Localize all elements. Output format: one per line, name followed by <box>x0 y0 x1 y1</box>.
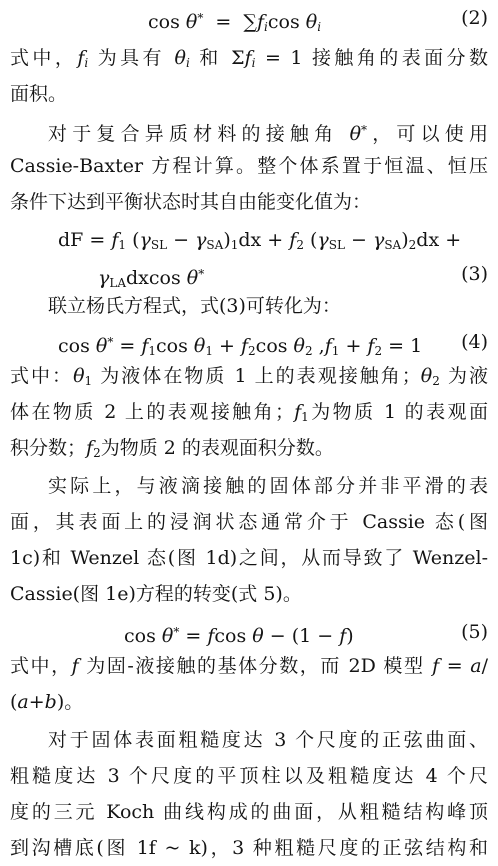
text-line: 度的三元 Koch 曲线构成的曲面，从粗糙结构峰顶 <box>10 801 488 823</box>
text-line: (a+b)。 <box>10 691 84 713</box>
equation-2: $\cos \theta^* = \sum f_i\cos$ $\theta_i$ (2) <box>0 0 498 36</box>
text-line: 体在物质 2 上的表观接触角；$f_1$为物质 1 的表观面 <box>10 401 488 424</box>
equation-number: (2) <box>461 7 488 29</box>
text-line: 1c)和 Wenzel 态(图 1d)之间，从而导致了 Wenzel- <box>10 547 488 569</box>
text-line: 粗糙度达 3 个尺度的平顶柱以及粗糙度达 4 个尺 <box>10 765 488 787</box>
text-line: 对于固体表面粗糙度达 3 个尺度的正弦曲面、 <box>48 729 488 751</box>
equation-number: (5) <box>461 621 488 643</box>
text-line: Cassie(图 1e)方程的转变(式 5)。 <box>10 583 302 605</box>
equation-5: cos θ* = fcos θ − (1 − f) (5) <box>0 614 498 650</box>
text-line: 到沟槽底(图 1f ~ k)，3 种粗糙尺度的正弦结构和 <box>10 837 488 859</box>
text-line: 联立杨氏方程式，式(3)可转化为： <box>48 295 341 317</box>
text-line: 式中：$\theta_1$ 为液体在物质 1 上的表观接触角；$\theta_2$ 为液 <box>10 365 488 388</box>
text-line: 实际上，与液滴接触的固体部分并非平滑的表 <box>48 475 488 497</box>
text-line: 式中，$f_i$ 为具有 $\theta_i$ 和 $\Sigma f_i = 1$ 接触角的表面分数 <box>10 47 488 70</box>
equation-3-cont: $\gamma_{LA}dxcos$ θ* (3) <box>0 256 498 292</box>
equation-3: dF = $f_1$ $(\gamma_{SL} - \gamma_{SA})_1dx + f_2$ $(\gamma_{SL} - \gamma_{SA})_2dx$ + <box>58 229 462 252</box>
text-line: 积分数；$f_2$为物质 2 的表观面积分数。 <box>10 437 334 460</box>
text-line: 条件下达到平衡状态时其自由能变化值为： <box>10 191 372 213</box>
text-line: 面积。 <box>10 83 68 105</box>
text-line: 面，其表面上的浸润状态通常介于 Cassie 态(图 <box>10 511 488 533</box>
equation-4: $\cos \theta^* = f_1\cos$ $\theta_1 + f_2\cos$ $\theta_2$ $,f_1 + f_2 = 1$ (4) <box>0 324 498 360</box>
text-line: 式中，f 为固-液接触的基体分数，而 2D 模型 f = a/ <box>10 655 488 677</box>
text-line: Cassie-Baxter 方程计算。整个体系置于恒温、恒压 <box>10 155 488 177</box>
equation-number: (3) <box>461 263 488 285</box>
equation-number: (4) <box>461 331 488 353</box>
text-line: 对于复合异质材料的接触角 θ*，可以使用 <box>48 123 488 145</box>
